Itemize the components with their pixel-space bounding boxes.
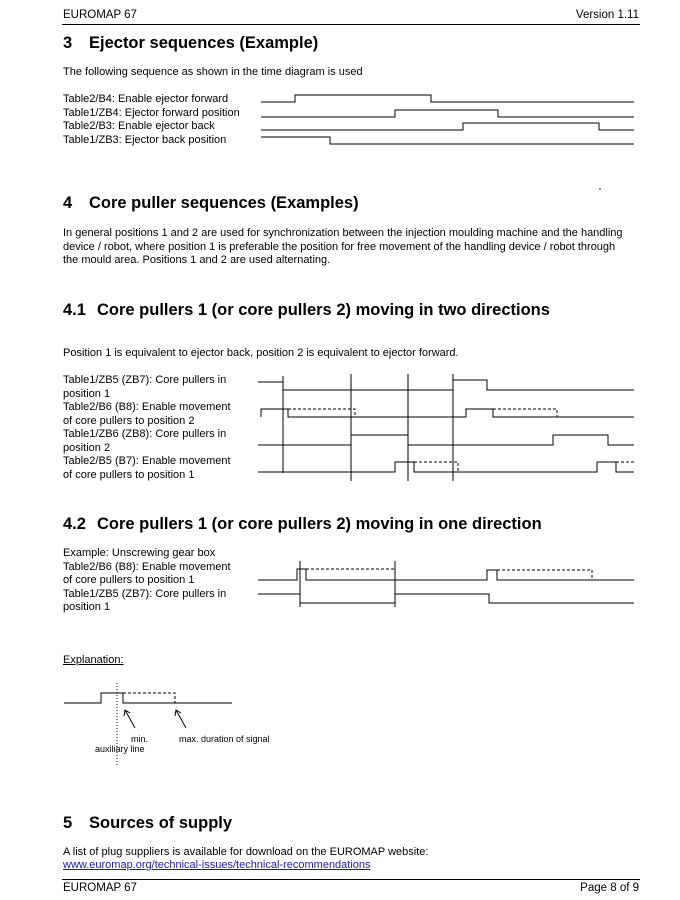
signal-trace [123,693,175,703]
ejector-signal-label: Table1/ZB4: Ejector forward position [63,106,240,119]
section-4-title: Core puller sequences (Examples) [89,194,359,212]
section-4-1-title: Core pullers 1 (or core pullers 2) moving in two directions [97,301,550,319]
signal-label-line: position 1 [63,601,111,613]
section-5-text: A list of plug suppliers is available for download on the EUROMAP website: [63,846,429,858]
footer-left: EUROMAP 67 [63,882,137,894]
signal-label-line: Table1/ZB6 (ZB8): Core pullers in [63,428,227,440]
section-4-text: In general positions 1 and 2 are used for synchronization between the injection moulding machine and the handling device / robot, where position 1 is preferable the position for free movement of the handling device / robot through the mould area. Positions 1 and 2 are used alternating. [63,227,623,266]
signal-label-line: Table2/B6 (B8): Enable movement [63,401,231,413]
ejector-signal-label: Table2/B4: Enable ejector forward [63,93,229,105]
signal-label-line: position 1 [63,387,111,400]
signal-trace [288,409,355,417]
two-dir-timing-diagram [258,380,636,472]
signal-label-line: of core pullers to position 2 [63,414,195,427]
signal-trace [258,569,634,580]
signal-label-line: position 2 [63,441,111,454]
header-right: Version 1.11 [575,9,639,21]
footer-right: Page 8 of 9 [580,882,639,894]
signal-trace [306,569,395,580]
section-5-title: Sources of supply [89,814,233,832]
section-3-number: 3 [63,34,73,52]
auxiliary-line-label: auxiliary line [95,744,145,754]
section-4-2-title: Core pullers 1 (or core pullers 2) moving in one direction [97,515,542,533]
ejector-signal-label: Table2/B3: Enable ejector back [63,120,215,132]
signal-trace [258,435,634,445]
section-4-1-text: Position 1 is equivalent to ejector back, position 2 is equivalent to ejector forward. [63,347,459,359]
signal-trace [414,462,458,472]
signal-trace [261,409,634,417]
header-left: EUROMAP 67 [63,9,137,21]
min-label: min. [131,734,149,744]
section-4-1-number: 4.1 [63,301,86,319]
signal-trace [261,123,634,130]
signal-trace [261,95,634,102]
section-3-title: Ejector sequences (Example) [89,34,319,52]
signal-label-line: Table1/ZB5 (ZB7): Core pullers in [63,374,227,386]
signal-trace [258,462,634,472]
signal-trace [497,570,592,580]
signal-label-line: of core pullers to position 1 [63,468,195,481]
signal-trace [258,380,634,390]
signal-label-line: of core pullers to position 1 [63,574,195,586]
section-5-number: 5 [63,814,73,832]
explanation-title: Explanation: [63,654,124,666]
max-duration-label: max. duration of signal [179,734,270,744]
stray-dot [599,188,601,190]
one-dir-timing-diagram [258,561,634,607]
section-3-intro: The following sequence as shown in the time diagram is used [63,66,363,78]
euromap-link[interactable]: www.euromap.org/technical-issues/technical-recommendations [63,859,371,871]
section-4-number: 4 [63,194,73,212]
signal-trace [64,693,232,703]
example-label: Example: Unscrewing gear box [63,547,216,559]
signal-label-line: Table2/B6 (B8): Enable movement [63,560,231,573]
signal-label-line: Table2/B5 (B7): Enable movement [63,455,231,467]
signal-trace [261,137,634,144]
signal-label-line: Table1/ZB5 (ZB7): Core pullers in [63,587,227,600]
signal-trace [493,409,557,417]
section-4-2-number: 4.2 [63,515,86,533]
signal-trace [258,594,634,603]
ejector-timing-diagram [261,95,634,144]
explanation-diagram [64,683,232,766]
signal-trace [261,110,634,117]
ejector-signal-label: Table1/ZB3: Ejector back position [63,133,227,146]
